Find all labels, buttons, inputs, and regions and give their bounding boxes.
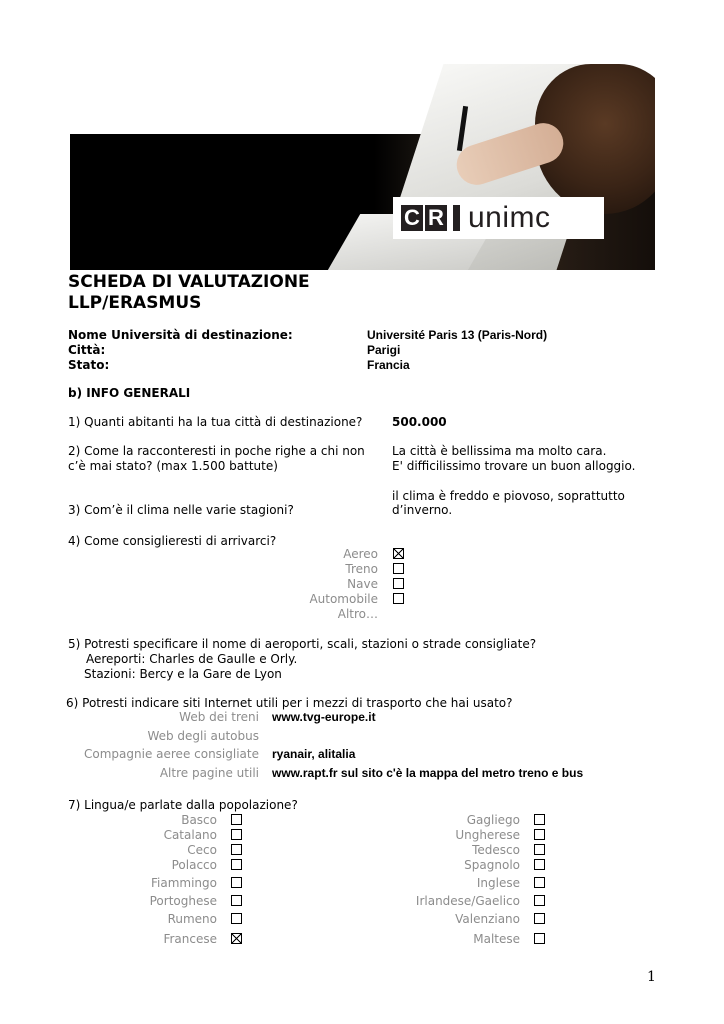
q2-answer-line1: La città è bellissima ma molto cara. (392, 444, 607, 458)
checkbox-polacco[interactable] (231, 859, 242, 870)
q7-question: 7) Lingua/e parlate dalla popolazione? (68, 798, 298, 812)
q1-question: 1) Quanti abitanti ha la tua città di destinazione? (68, 415, 363, 429)
q6-label-airlines: Compagnie aeree consigliate (84, 747, 259, 761)
q2-answer-line2: E' difficilissimo trovare un buon alloggio. (392, 459, 636, 473)
q6-value-airlines: ryanair, alitalia (272, 747, 356, 761)
checkbox-rumeno[interactable] (231, 913, 242, 924)
lang-valenziano: Valenziano (455, 912, 520, 926)
city-label: Città: (68, 343, 106, 357)
q6-label-other: Altre pagine utili (159, 766, 259, 780)
university-label: Nome Università di destinazione: (68, 328, 293, 342)
q5-question: 5) Potresti specificare il nome di aeroporti, scali, stazioni o strade consigliate? (68, 637, 537, 651)
q4-option-altro: Altro… (337, 607, 378, 621)
q4-checkbox-treno[interactable] (393, 563, 404, 574)
page-number: 1 (647, 969, 656, 985)
checkbox-spagnolo[interactable] (534, 859, 545, 870)
logo-text: unimc (468, 201, 551, 234)
checkbox-maltese[interactable] (534, 933, 545, 944)
lang-ceco: Ceco (187, 843, 217, 857)
checkbox-inglese[interactable] (534, 877, 545, 888)
logo-letter-r: R (425, 205, 447, 231)
q5-stations: Stazioni: Bercy e la Gare de Lyon (84, 667, 282, 681)
header-banner (70, 64, 655, 270)
q3-question: 3) Com’è il clima nelle varie stagioni? (68, 503, 294, 517)
lang-francese: Francese (163, 932, 217, 946)
checkbox-fiammingo[interactable] (231, 877, 242, 888)
q4-checkbox-automobile[interactable] (393, 593, 404, 604)
section-heading: b) INFO GENERALI (68, 386, 191, 400)
q3-answer-line1: il clima è freddo e piovoso, soprattutto (392, 489, 625, 503)
lang-inglese: Inglese (476, 876, 520, 890)
checkbox-tedesco[interactable] (534, 844, 545, 855)
lang-irlandese: Irlandese/Gaelico (415, 894, 520, 908)
q4-checkbox-aereo[interactable] (393, 548, 404, 559)
q5-airports: Aereporti: Charles de Gaulle e Orly. (86, 652, 298, 666)
country-label: Stato: (68, 358, 110, 372)
lang-basco: Basco (181, 813, 217, 827)
cri-unimc-logo (393, 197, 604, 239)
q4-checkbox-nave[interactable] (393, 578, 404, 589)
logo-letter-c: C (401, 205, 423, 231)
lang-rumeno: Rumeno (167, 912, 217, 926)
q4-option-aereo: Aereo (343, 547, 378, 561)
q2-question-line2: c’è mai stato? (max 1.500 battute) (68, 459, 278, 473)
checkbox-francese[interactable] (231, 933, 242, 944)
q2-question-line1: 2) Come la racconteresti in poche righe a chi non (68, 444, 365, 458)
city-value: Parigi (367, 343, 401, 357)
q6-label-buses: Web degli autobus (147, 729, 259, 743)
lang-fiammingo: Fiammingo (151, 876, 217, 890)
checkbox-catalano[interactable] (231, 829, 242, 840)
q4-option-treno: Treno (345, 562, 378, 576)
lang-portoghese: Portoghese (149, 894, 217, 908)
q6-value-trains: www.tvg-europe.it (272, 710, 376, 724)
page-subtitle: LLP/ERASMUS (68, 293, 202, 313)
checkbox-valenziano[interactable] (534, 913, 545, 924)
checkbox-portoghese[interactable] (231, 895, 242, 906)
lang-spagnolo: Spagnolo (464, 858, 520, 872)
checkbox-basco[interactable] (231, 814, 242, 825)
checkbox-gagliego[interactable] (534, 814, 545, 825)
q1-answer: 500.000 (392, 415, 447, 429)
country-value: Francia (367, 358, 410, 372)
lang-catalano: Catalano (163, 828, 217, 842)
logo-bar (453, 205, 460, 231)
lang-polacco: Polacco (171, 858, 217, 872)
q4-option-nave: Nave (347, 577, 378, 591)
checkbox-ceco[interactable] (231, 844, 242, 855)
lang-tedesco: Tedesco (472, 843, 520, 857)
lang-gagliego: Gagliego (466, 813, 520, 827)
q6-question: 6) Potresti indicare siti Internet utili per i mezzi di trasporto che hai usato? (66, 696, 513, 710)
page-title: SCHEDA DI VALUTAZIONE (68, 272, 310, 292)
q4-question: 4) Come consiglieresti di arrivarci? (68, 534, 277, 548)
q6-label-trains: Web dei treni (179, 710, 259, 724)
lang-ungherese: Ungherese (455, 828, 520, 842)
q4-option-automobile: Automobile (309, 592, 378, 606)
checkbox-irlandese[interactable] (534, 895, 545, 906)
q3-answer-line2: d’inverno. (392, 503, 453, 517)
checkbox-ungherese[interactable] (534, 829, 545, 840)
q6-value-other: www.rapt.fr sul sito c'è la mappa del metro treno e bus (272, 766, 584, 780)
lang-maltese: Maltese (473, 932, 520, 946)
university-value: Université Paris 13 (Paris-Nord) (367, 328, 548, 342)
